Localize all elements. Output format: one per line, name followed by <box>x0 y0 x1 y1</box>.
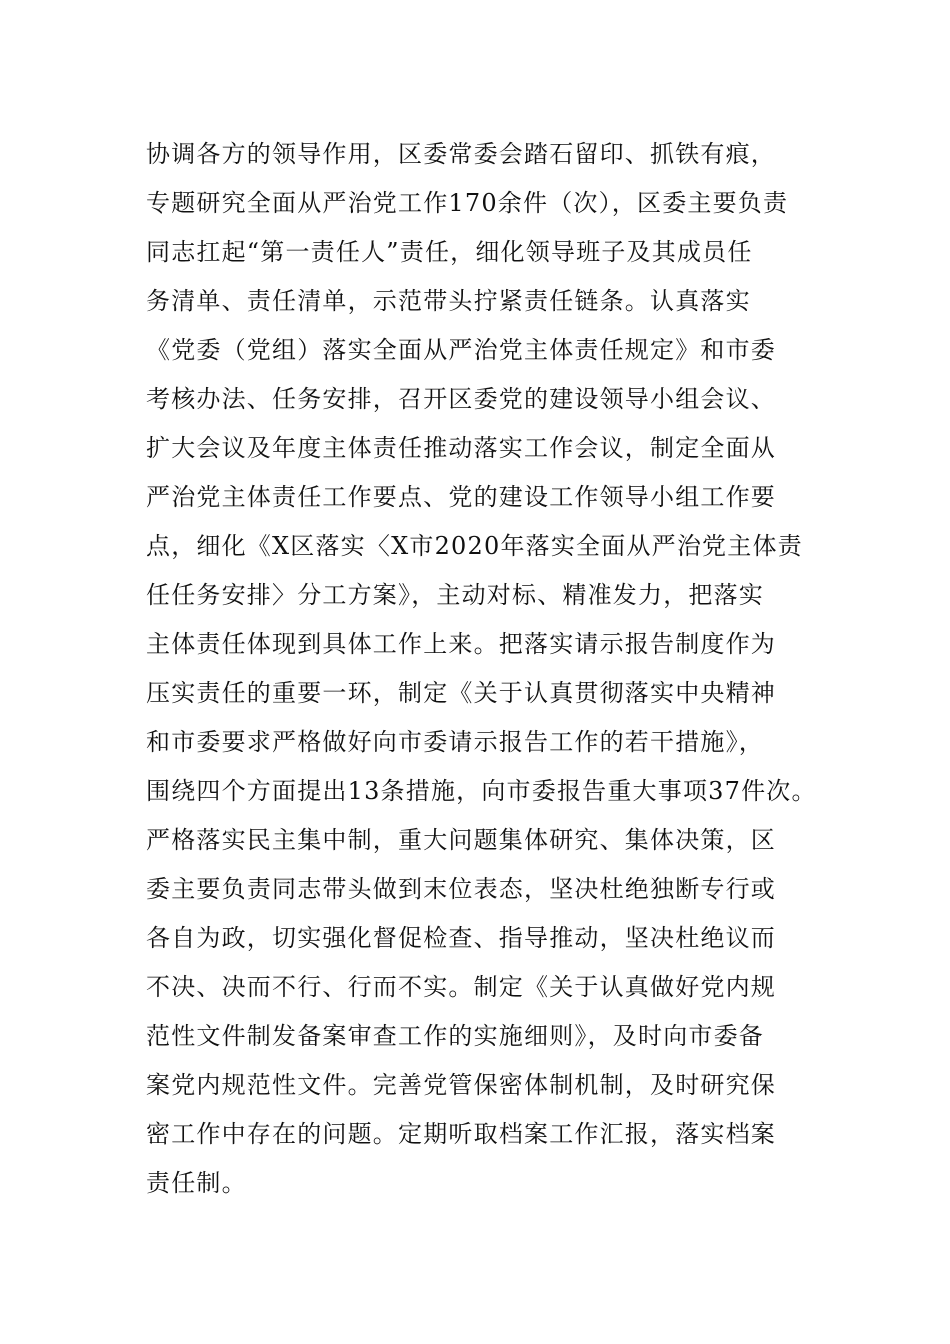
text-line: 压实责任的重要一环，制定《关于认真贯彻落实中央精神 <box>146 679 776 707</box>
text-line: 同志扛起“第一责任人”责任，细化领导班子及其成员任 <box>146 238 753 266</box>
text-line: 务清单、责任清单，示范带头拧紧责任链条。认真落实 <box>146 287 751 315</box>
text-line: 《党委（党组）落实全面从严治党主体责任规定》和市委 <box>146 336 776 364</box>
body-paragraph <box>146 130 816 1208</box>
text-line: 主体责任体现到具体工作上来。把落实请示报告制度作为 <box>146 630 776 658</box>
text-line: 点，细化《X区落实〈X市2020年落实全面从严治党主体责 <box>146 532 803 560</box>
text-line: 责任制。 <box>146 1169 247 1197</box>
text-line: 严治党主体责任工作要点、党的建设工作领导小组工作要 <box>146 483 776 511</box>
text-line: 协调各方的领导作用，区委常委会踏石留印、抓铁有痕， <box>146 140 776 168</box>
text-line: 密工作中存在的问题。定期听取档案工作汇报，落实档案 <box>146 1120 776 1148</box>
text-line: 和市委要求严格做好向市委请示报告工作的若干措施》， <box>146 728 764 756</box>
text-line: 考核办法、任务安排，召开区委党的建设领导小组会议、 <box>146 385 776 413</box>
text-line: 不决、决而不行、行而不实。制定《关于认真做好党内规 <box>146 973 776 1001</box>
text-line: 各自为政，切实强化督促检查、指导推动，坚决杜绝议而 <box>146 924 776 952</box>
text-line: 围绕四个方面提出13条措施，向市委报告重大事项37件次。 <box>146 777 817 805</box>
text-line: 严格落实民主集中制，重大问题集体研究、集体决策，区 <box>146 826 776 854</box>
text-line: 委主要负责同志带头做到末位表态，坚决杜绝独断专行或 <box>146 875 776 903</box>
text-line: 范性文件制发备案审查工作的实施细则》，及时向市委备 <box>146 1022 764 1050</box>
text-line: 案党内规范性文件。完善党管保密体制机制，及时研究保 <box>146 1071 776 1099</box>
text-line: 任任务安排〉分工方案》，主动对标、精准发力，把落实 <box>146 581 764 609</box>
text-line: 扩大会议及年度主体责任推动落实工作会议，制定全面从 <box>146 434 776 462</box>
text-line: 专题研究全面从严治党工作170余件（次），区委主要负责 <box>146 189 789 217</box>
